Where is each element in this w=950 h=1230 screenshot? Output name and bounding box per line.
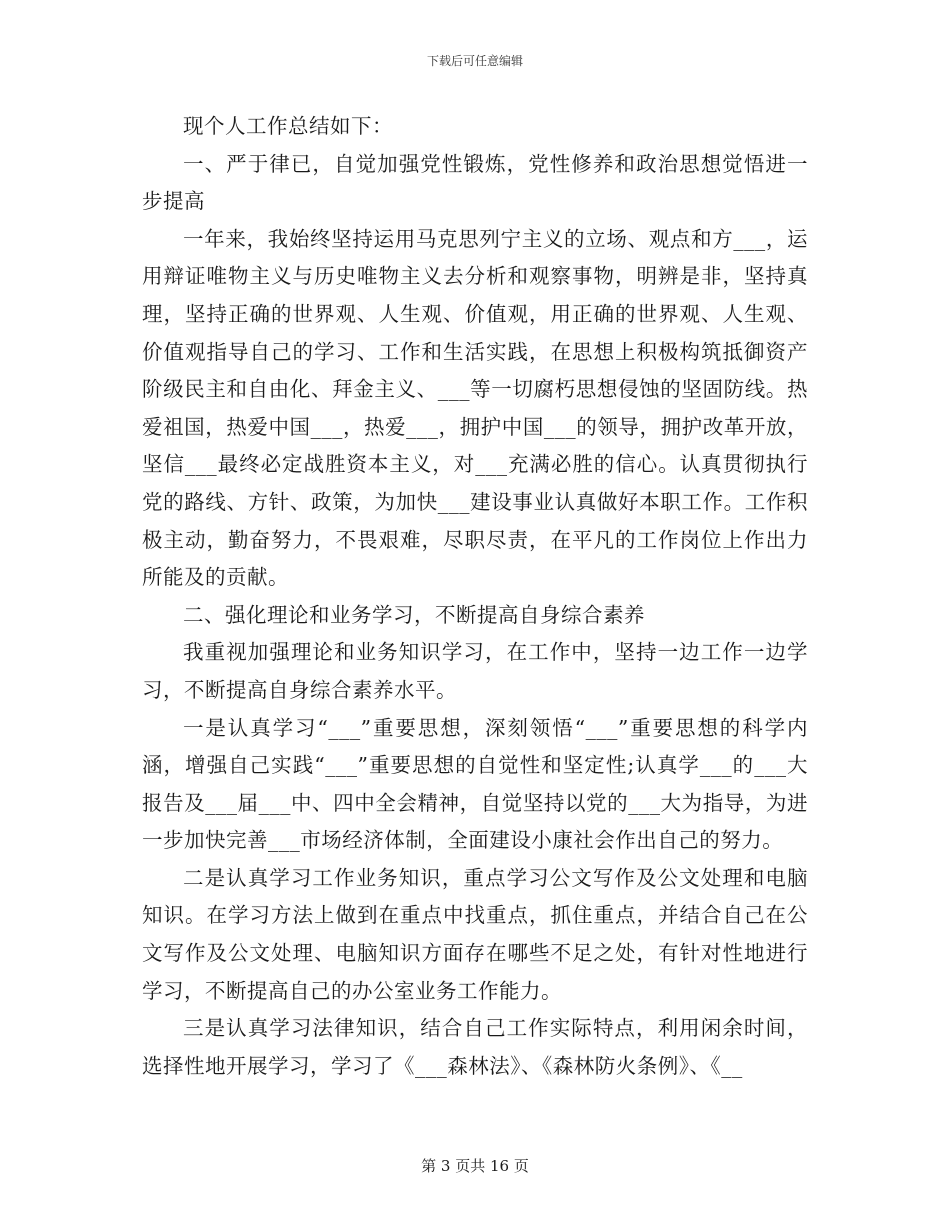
paragraph-item-1: 一是认真学习“___”重要思想，深刻领悟“___”重要思想的科学内涵，增强自己实践“___”重要思想的自觉性和坚定性;认真学___的___大报告及___届___中、四中全会精神，自觉坚持以党的___大为指导，为进一步加快完善___市场经济体制，全面建设小康社会作出自己的努力。 [142, 715, 808, 853]
paragraph-section-2-intro: 我重视加强理论和业务知识学习，在工作中，坚持一边工作一边学习，不断提高自身综合素养水平。 [142, 640, 808, 702]
section-heading-1: 一、严于律已，自觉加强党性锻炼，党性修养和政治思想觉悟进一步提高 [142, 151, 808, 214]
paragraph-intro: 现个人工作总结如下： [183, 114, 393, 138]
page-number-footer: 第 3 页共 16 页 [421, 1157, 529, 1175]
paragraph-item-3: 三是认真学习法律知识，结合自己工作实际特点，利用闲余时间，选择性地开展学习，学习了《___森林法》、《森林防火条例》、《__ [142, 1016, 808, 1078]
paragraph-item-2: 二是认真学习工作业务知识，重点学习公文写作及公文处理和电脑知识。在学习方法上做到在重点中找重点，抓住重点，并结合自己在公文写作及公文处理、电脑知识方面存在哪些不足之处，有针对性地进行学习，不断提高自己的办公室业务工作能力。 [142, 865, 808, 1003]
section-heading-2: 二、强化理论和业务学习，不断提高自身综合素养 [183, 602, 645, 627]
paragraph-section-1: 一年来，我始终坚持运用马克思列宁主义的立场、观点和方___，运用辩证唯物主义与历史唯物主义去分析和观察事物，明辨是非，坚持真理，坚持正确的世界观、人生观、价值观，用正确的世界观、人生观、价值观指导自己的学习、工作和生活实践，在思想上积极构筑抵御资产阶级民主和自由化、拜金主义、___等一切腐朽思想侵蚀的坚固防线。热爱祖国，热爱中国___，热爱___，拥护中国___的领导，拥护改革开放，坚信___最终必定战胜资本主义，对___充满必胜的信心。认真贯彻执行党的路线、方针、政策，为加快___建设事业认真做好本职工作。工作积极主动，勤奋努力，不畏艰难，尽职尽责，在平凡的工作岗位上作出力所能及的贡献。 [142, 226, 808, 590]
document-body [142, 108, 808, 1085]
page-header-note: 下载后可任意编辑 [426, 54, 523, 68]
